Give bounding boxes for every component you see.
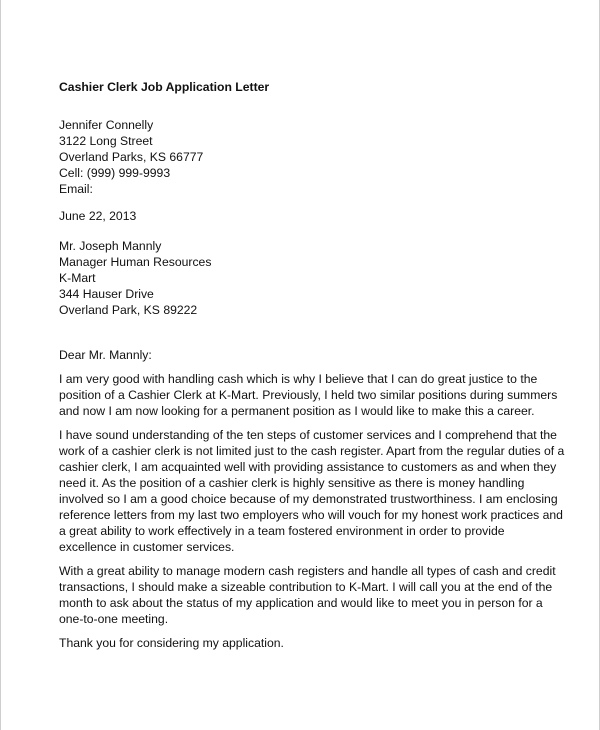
paragraph-line: I have sound understanding of the ten steps of customer services and I comprehend that the — [59, 428, 557, 442]
recipient-city: Overland Park, KS 89222 — [59, 303, 198, 317]
recipient-address — [59, 238, 559, 318]
paragraph-line: a great ability to work effectively in a team fostered environment in order to provide — [59, 524, 505, 538]
paragraph-line: I am very good with handling cash which is why I believe that I can do great justice to the — [59, 372, 538, 386]
sender-street: 3122 Long Street — [59, 134, 153, 148]
paragraph-line: one-to-one meeting. — [59, 612, 169, 626]
paragraph-line: reference letters from my last two employers who will vouch for my honest work practices and — [59, 508, 563, 522]
closing-line: Thank you for considering my application. — [59, 636, 284, 650]
paragraph-line: transactions, I should make a sizeable contribution to K-Mart. I will call you at the end of the — [59, 580, 553, 594]
recipient-name: Mr. Joseph Mannly — [59, 239, 162, 253]
letter-body — [59, 79, 565, 651]
sender-email: Email: — [59, 182, 93, 196]
paragraph-line: excellence in customer services. — [59, 540, 235, 554]
paragraph-line: need it. As the position of a cashier clerk is highly sensitive as there is money handling — [59, 476, 525, 490]
paragraph-line: month to ask about the status of my application and would like to meet you in person for a — [59, 596, 543, 610]
paragraph-line: work of a cashier clerk is not limited just to the cash register. Apart from the regular duties of a — [59, 444, 565, 458]
paragraph-1 — [59, 371, 559, 419]
paragraph-2 — [59, 427, 565, 555]
paragraph-line: position of a Cashier Clerk at K-Mart. Previously, I held two similar positions during summers — [59, 388, 558, 402]
letter-title: Cashier Clerk Job Application Letter — [59, 80, 270, 94]
salutation: Dear Mr. Mannly: — [59, 348, 152, 362]
paragraph-line: involved so I am a good choice because of my demonstrated trustworthiness. I am enclosing — [59, 492, 558, 506]
sender-city: Overland Parks, KS 66777 — [59, 150, 204, 164]
sender-name: Jennifer Connelly — [59, 118, 154, 132]
sender-address — [59, 117, 559, 197]
paragraph-line: and now I am now looking for a permanent position as I would like to make this a career. — [59, 404, 535, 418]
paragraph-line: cashier clerk, I am acquainted well with providing assistance to customers as and when they — [59, 460, 557, 474]
paragraph-3 — [59, 563, 559, 627]
letter-date: June 22, 2013 — [59, 209, 137, 223]
recipient-title: Manager Human Resources — [59, 255, 212, 269]
paragraph-line: With a great ability to manage modern cash registers and handle all types of cash and credit — [59, 564, 556, 578]
sender-phone: Cell: (999) 999-9993 — [59, 166, 171, 180]
recipient-company: K-Mart — [59, 271, 96, 285]
recipient-street: 344 Hauser Drive — [59, 287, 154, 301]
